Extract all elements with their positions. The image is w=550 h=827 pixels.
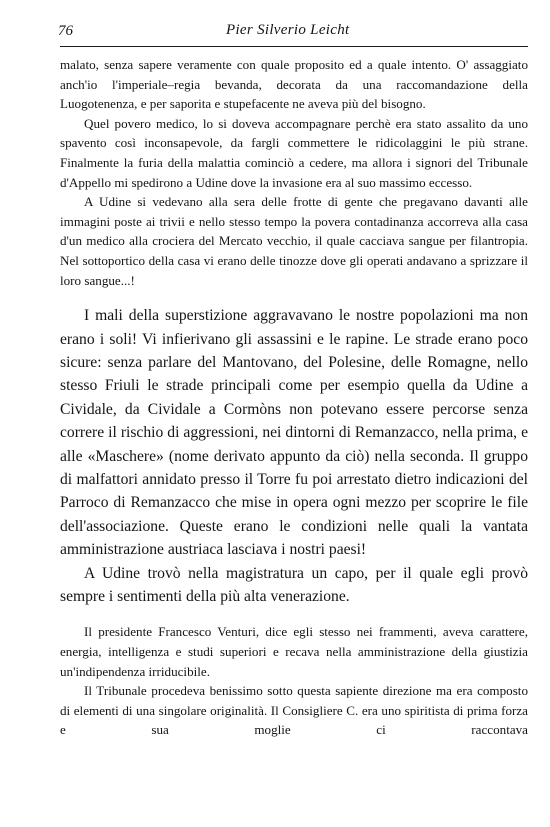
paragraph-malato: malato, senza sapere veramente con quale proposito ed a quale intento. O' assaggiato anch'io l'imperiale–regia bevanda, decorata da una raccomandazione della Luogotenenza, e per saporita e stupefacente ne aveva più del bisogno. <box>60 57 528 112</box>
paragraph-mali-superstizione: I mali della superstizione aggravavano le nostre popolazioni ma non erano i soli! Vi infierivano gli assassini e le rapine. Le strade erano poco sicure: senza parlare del Mantovano, del Polesine, delle Romagne, nello stesso Friuli le strade principali come per esempio quella da Udine a Cividale, da Cividale a Cormòns non potevano essere percorse senza correre il rischio di aggressioni, nei dintorni di Remanzacco, nella prima, e alle «Maschere» (nome derivato appunto da ciò) nella seconda. Il gruppo di malfattori annidato presso il Torre fu poi arrestato dietro indicazioni del Parroco di Remanzacco che mise in opera ogni mezzo per scoprire le file dell'associazione. Queste erano le condizioni nelle quali la vantata amministrazione austriaca lasciava i nostri paesi! <box>60 307 528 559</box>
page-number: 76 <box>58 23 73 39</box>
paragraph-a-udine-sera: A Udine si vedevano alla sera delle frotte di gente che pregavano davanti alle immagini poste ai trivii e nello stesso tempo la povera contadinanza accorreva alla casa d'un medico alla crociera del Mercato vecchio, il quale cacciava sangue per filantropia. Nel sottoportico della casa vi erano delle tinozze dove gli operati andavano a sprizzare il loro sangue...! <box>60 194 528 288</box>
paragraph-magistratura: A Udine trovò nella magistratura un capo, per il quale egli provò sempre i sentimenti della più alta venerazione. <box>60 564 528 605</box>
quoted-text-block <box>60 622 528 740</box>
page-header <box>60 20 528 47</box>
main-text-block <box>60 304 528 608</box>
running-head: Pier Silverio Leicht <box>226 22 350 38</box>
book-page <box>60 20 528 740</box>
paragraph-povero-medico: Quel povero medico, lo si doveva accompagnare perchè era stato assalito da uno spavento così inconsapevole, da fargli commettere le ridicolaggini le più strane. Finalmente la furia della malattia cominciò a cedere, ma allora i signori del Tribunale d'Appello mi spedirono a Udine dove la invasione era al suo massimo eccesso. <box>60 115 528 190</box>
paragraph-presidente-venturi: Il presidente Francesco Venturi, dice egli stesso nei frammenti, aveva carattere, energia, intelligenza e studi superiori e recava nella amministrazione della giustizia un'indipendenza irriducibile. <box>60 624 528 679</box>
paragraph-tribunale: Il Tribunale procedeva benissimo sotto questa sapiente direzione ma era composto di elementi di una singolare originalità. Il Consigliere C. era uno spiritista di prima forza e sua moglie ci raccontava <box>60 683 528 738</box>
